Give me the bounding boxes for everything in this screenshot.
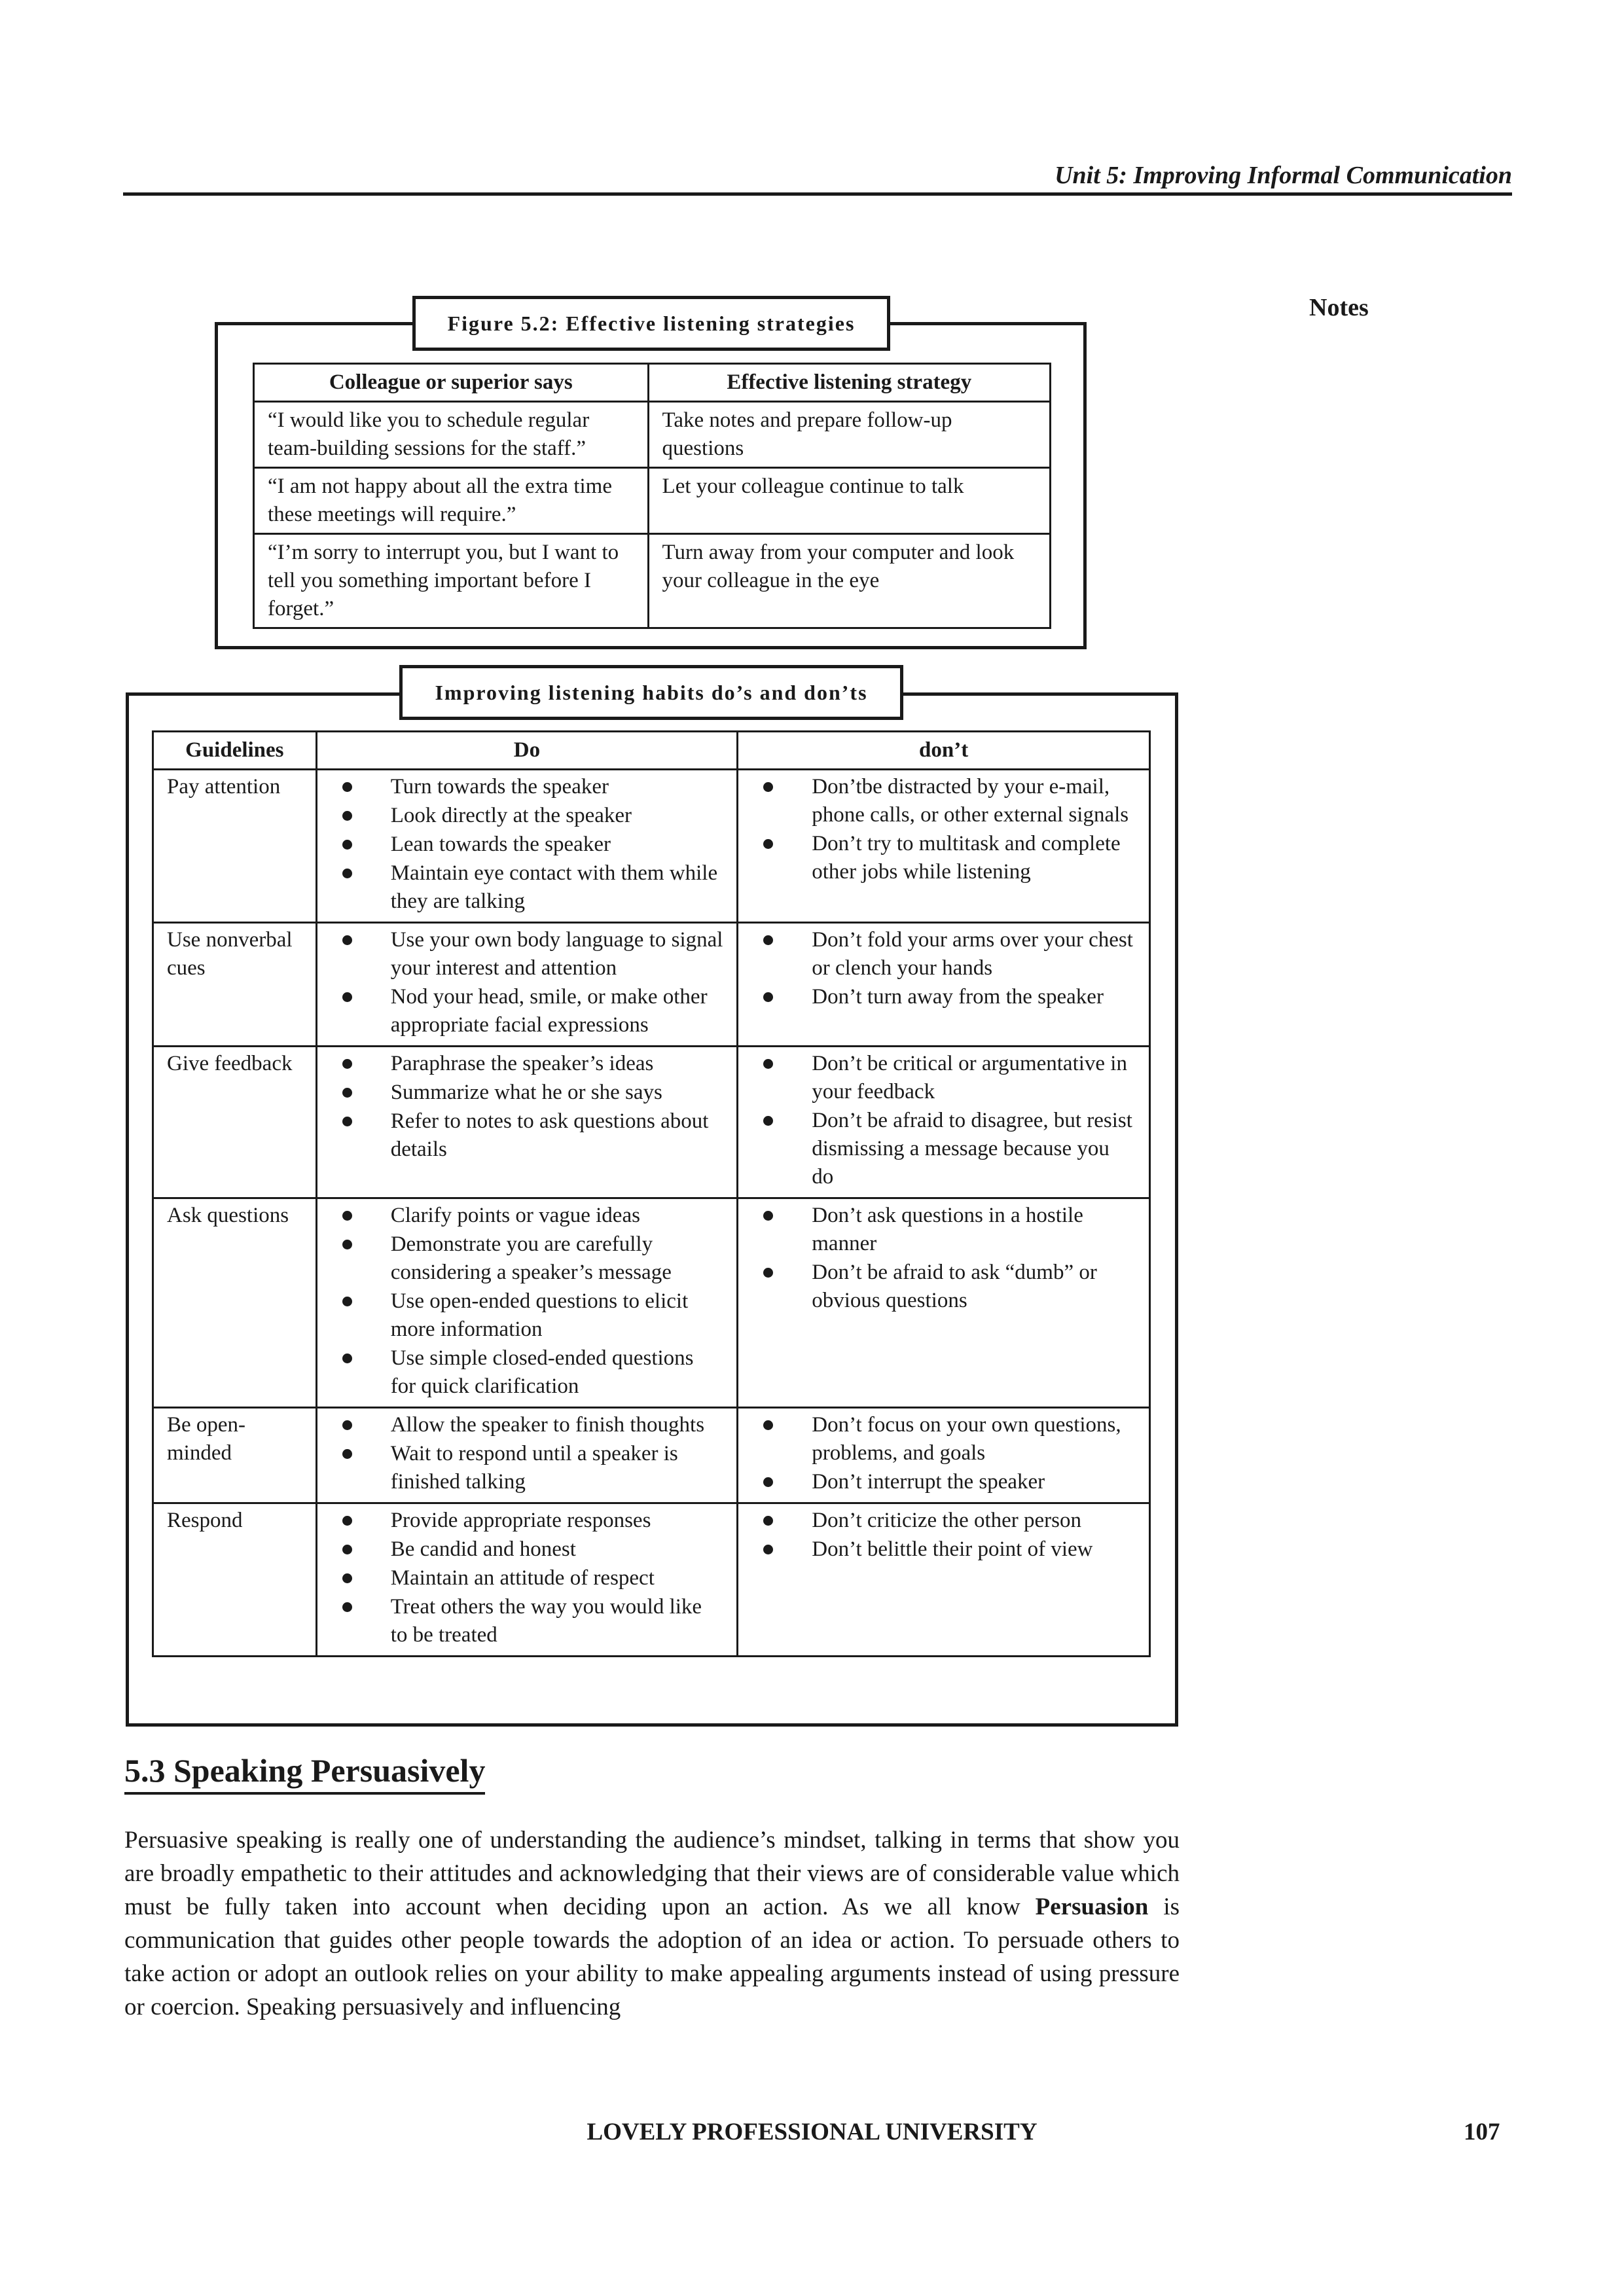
listening-habits-title: Improving listening habits do’s and don’ts — [399, 665, 903, 720]
bullet-item: Don’t be afraid to ask “dumb” or obvious questions — [751, 1259, 1136, 1315]
bullet-item: Lean towards the speaker — [331, 831, 724, 859]
dont-list — [751, 1050, 1136, 1191]
dont-list — [751, 773, 1136, 886]
column-header: Do — [316, 732, 738, 770]
bullet-item: Nod your head, smile, or make other appropriate facial expressions — [331, 983, 724, 1039]
table-row — [153, 770, 1150, 923]
guideline-cell: Respond — [153, 1503, 317, 1657]
table-row — [153, 1503, 1150, 1657]
page-number: 107 — [1464, 2119, 1500, 2145]
bullet-item: Treat others the way you would like to be treated — [331, 1593, 724, 1649]
dont-cell — [738, 923, 1150, 1047]
bullet-item: Paraphrase the speaker’s ideas — [331, 1050, 724, 1078]
listening-habits-table — [152, 730, 1151, 1657]
notes-margin-label: Notes — [1309, 294, 1369, 321]
bullet-item: Turn towards the speaker — [331, 773, 724, 801]
bullet-item: Don’t be critical or argumentative in your feedback — [751, 1050, 1136, 1106]
guideline-cell: Use nonverbal cues — [153, 923, 317, 1047]
bullet-item: Allow the speaker to finish thoughts — [331, 1411, 724, 1439]
strategy-cell: Take notes and prepare follow-up questions — [648, 402, 1050, 468]
dont-cell — [738, 1198, 1150, 1408]
table-row — [254, 468, 1051, 534]
dont-list — [751, 1202, 1136, 1315]
bullet-item: Don’t interrupt the speaker — [751, 1468, 1136, 1496]
do-cell — [316, 1047, 738, 1198]
paragraph-text: Persuasive speaking is really one of understanding the audience’s mindset, talking in terms that show you are broadly empathetic to their attitudes and acknowledging that their views are of considerable value which must be fully taken into account when deciding upon an action. As we all know — [124, 1827, 1180, 1920]
do-list — [331, 773, 724, 916]
guideline-cell: Give feedback — [153, 1047, 317, 1198]
bullet-item: Don’t criticize the other person — [751, 1507, 1136, 1535]
do-list — [331, 1050, 724, 1164]
bullet-item: Demonstrate you are carefully considering a speaker’s message — [331, 1230, 724, 1287]
do-cell — [316, 923, 738, 1047]
dont-list — [751, 1507, 1136, 1564]
table-row — [153, 1047, 1150, 1198]
bullet-item: Summarize what he or she says — [331, 1079, 724, 1107]
bullet-item: Be candid and honest — [331, 1535, 724, 1564]
dont-cell — [738, 1408, 1150, 1503]
bullet-item: Use your own body language to signal your interest and attention — [331, 926, 724, 982]
colleague-says-cell: “I am not happy about all the extra time these meetings will require.” — [254, 468, 649, 534]
do-list — [331, 1507, 724, 1649]
figure-5-2-title: Figure 5.2: Effective listening strategies — [412, 296, 890, 351]
do-cell — [316, 770, 738, 923]
table-row — [153, 1408, 1150, 1503]
bullet-item: Don’t turn away from the speaker — [751, 983, 1136, 1011]
bullet-item: Don’t fold your arms over your chest or clench your hands — [751, 926, 1136, 982]
paragraph-text: is communication that guides other people towards the adoption of an idea or action. To persuade others to take action or adopt an outlook relies on your ability to make appealing arguments instead of using pressure or coercion. Speaking persuasively and influencing — [124, 1893, 1180, 2020]
bullet-item: Maintain eye contact with them while they are talking — [331, 859, 724, 916]
bullet-item: Use simple closed-ended questions for quick clarification — [331, 1344, 724, 1401]
table-row — [153, 1198, 1150, 1408]
running-header: Unit 5: Improving Informal Communication — [1055, 162, 1512, 189]
table-header-row — [254, 364, 1051, 402]
bullet-item: Use open-ended questions to elicit more information — [331, 1287, 724, 1344]
guideline-cell: Ask questions — [153, 1198, 317, 1408]
dont-cell — [738, 1503, 1150, 1657]
dont-cell — [738, 1047, 1150, 1198]
bullet-item: Look directly at the speaker — [331, 802, 724, 830]
colleague-says-cell: “I’m sorry to interrupt you, but I want to tell you something important before I forget.” — [254, 534, 649, 628]
bullet-item: Maintain an attitude of respect — [331, 1564, 724, 1592]
bullet-item: Don’t try to multitask and complete other jobs while listening — [751, 830, 1136, 886]
section-heading: 5.3 Speaking Persuasively — [124, 1750, 485, 1795]
bullet-item: Refer to notes to ask questions about details — [331, 1107, 724, 1164]
column-header: Guidelines — [153, 732, 317, 770]
dont-cell — [738, 770, 1150, 923]
table-header-row — [153, 732, 1150, 770]
footer-university: LOVELY PROFESSIONAL UNIVERSITY — [586, 2119, 1038, 2145]
table-row — [153, 923, 1150, 1047]
do-list — [331, 926, 724, 1039]
do-list — [331, 1202, 724, 1401]
dont-list — [751, 1411, 1136, 1496]
column-header: Effective listening strategy — [648, 364, 1050, 402]
table-row — [254, 402, 1051, 468]
do-cell — [316, 1408, 738, 1503]
do-cell — [316, 1503, 738, 1657]
listening-strategies-table — [253, 363, 1051, 629]
strategy-cell: Let your colleague continue to talk — [648, 468, 1050, 534]
column-header: don’t — [738, 732, 1150, 770]
bullet-item: Don’t focus on your own questions, problems, and goals — [751, 1411, 1136, 1467]
bold-term: Persuasion — [1035, 1893, 1149, 1920]
body-paragraph — [124, 1823, 1180, 2024]
column-header: Colleague or superior says — [254, 364, 649, 402]
bullet-item: Wait to respond until a speaker is finished talking — [331, 1440, 724, 1496]
header-rule — [123, 192, 1512, 196]
bullet-item: Don’t be afraid to disagree, but resist dismissing a message because you do — [751, 1107, 1136, 1191]
bullet-item: Provide appropriate responses — [331, 1507, 724, 1535]
bullet-item: Don’t belittle their point of view — [751, 1535, 1136, 1564]
bullet-item: Don’t ask questions in a hostile manner — [751, 1202, 1136, 1258]
bullet-item: Clarify points or vague ideas — [331, 1202, 724, 1230]
colleague-says-cell: “I would like you to schedule regular team-building sessions for the staff.” — [254, 402, 649, 468]
strategy-cell: Turn away from your computer and look your colleague in the eye — [648, 534, 1050, 628]
dont-list — [751, 926, 1136, 1011]
do-cell — [316, 1198, 738, 1408]
bullet-item: Don’tbe distracted by your e-mail, phone calls, or other external signals — [751, 773, 1136, 829]
guideline-cell: Be open-minded — [153, 1408, 317, 1503]
table-row — [254, 534, 1051, 628]
guideline-cell: Pay attention — [153, 770, 317, 923]
do-list — [331, 1411, 724, 1496]
